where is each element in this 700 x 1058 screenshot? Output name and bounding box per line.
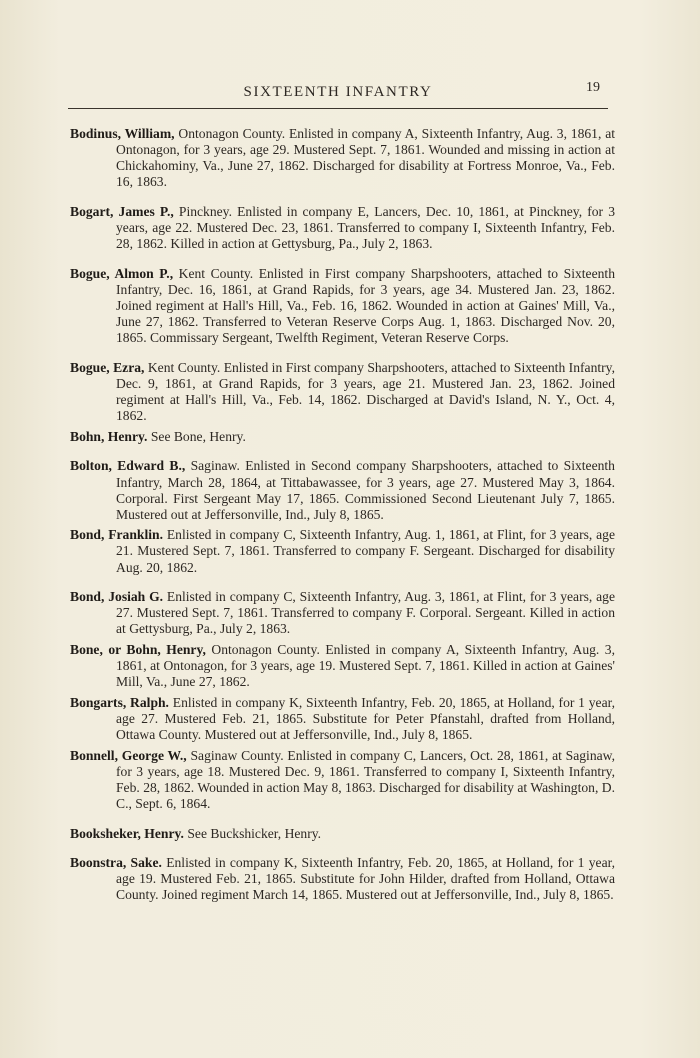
- roster-entry: [70, 527, 615, 575]
- entry-text: Kent County. Enlisted in First company Sharpshooters, attached to Sixteenth Infantry, Dec. 16, 1861, at Grand Rapids, for 3 years, age 34. Mustered Jan. 23, 1862. Joined regiment at Hall's Hill, Va., Feb. 16, 1862. Wounded in action at Gaines' Mill, Va., June 27, 1862. Transferred to Veteran Reserve Corps Aug. 1, 1863. Discharged Nov. 20, 1865. Commissary Sergeant, Twelfth Regiment, Veteran Reserve Corps.: [116, 265, 615, 346]
- entry-name: Bond, Franklin.: [70, 527, 163, 543]
- entry-text: Pinckney. Enlisted in company E, Lancers, Dec. 10, 1861, at Pinckney, for 3 years, age 22. Mustered Dec. 23, 1861. Transferred to company I, Sixteenth Infantry, Feb. 28, 1862. Killed in action at Gettysburg, Pa., July 2, 1863.: [116, 203, 615, 252]
- roster-entry: [70, 748, 615, 812]
- entry-text: Enlisted in company C, Sixteenth Infantry, Aug. 1, 1861, at Flint, for 3 years, age 21. Mustered Sept. 7, 1861. Transferred to company F. Sergeant. Discharged for disability Aug. 20, 1862.: [116, 527, 615, 575]
- entry-text: Ontonagon County. Enlisted in company A, Sixteenth Infantry, Aug. 3, 1861, at Ontonagon, for 3 years, age 29. Mustered Sept. 7, 1861. Wounded and missing in action at Chickahominy, Va., June 27, 1862. Discharged for disability at Fortress Monroe, Va., Feb. 16, 1863.: [116, 126, 616, 190]
- roster-entry: [70, 204, 615, 252]
- entry-text: Saginaw. Enlisted in Second company Sharpshooters, attached to Sixteenth Infantry, March 28, 1864, at Tittabawassee, for 3 years, age 27. Mustered May 3, 1864. Corporal. First Sergeant May 17, 1865. Commissioned Second Lieutenant July 7, 1865. Mustered out at Jeffersonville, Ind., July 8, 1865.: [116, 458, 615, 522]
- entry-text: Ontonagon County. Enlisted in company A, Sixteenth Infantry, Aug. 3, 1861, at Ontonagon, for 3 years, age 19. Mustered Sept. 7, 1861. Killed in action at Gaines' Mill, Va., June 27, 1862.: [116, 642, 616, 690]
- running-title: SIXTEENTH INFANTRY: [243, 84, 433, 100]
- entry-text: Saginaw County. Enlisted in company C, Lancers, Oct. 28, 1861, at Saginaw, for 3 years, age 18. Mustered Dec. 9, 1861. Transferred to company I, Sixteenth Infantry, Feb. 28, 1862. Wounded in action May 8, 1863. Discharged for disability at Washington, D. C., Sept. 6, 1864.: [116, 747, 615, 811]
- entry-name: Bogue, Ezra,: [70, 359, 145, 375]
- entry-name: Bolton, Edward B.,: [70, 458, 186, 474]
- roster-entry: [70, 855, 615, 903]
- entry-name: Bone, or Bohn, Henry,: [70, 642, 206, 657]
- roster-entry: [70, 360, 615, 424]
- roster-entry: [70, 266, 615, 346]
- entry-name: Bohn, Henry.: [70, 428, 148, 444]
- page-number: 19: [586, 80, 600, 95]
- roster-entry: [70, 589, 615, 637]
- roster-entry: [70, 126, 615, 190]
- roster-entry: [70, 642, 615, 690]
- roster-entry: [70, 826, 615, 842]
- entry-text: Enlisted in company K, Sixteenth Infantry, Feb. 20, 1865, at Holland, for 1 year, age 19. Mustered Feb. 21, 1865. Substitute for John Hilder, drafted from Holland, Ottawa County. Joined regiment March 14, 1865. Mustered out at Jeffersonville, Ind., July 8, 1865.: [116, 855, 615, 903]
- entry-text: Enlisted in company C, Sixteenth Infantry, Aug. 3, 1861, at Flint, for 3 years, age 27. Mustered Sept. 7, 1861. Transferred to company F. Corporal. Sergeant. Killed in action at Gettysburg, Pa., July 2, 1863.: [116, 589, 615, 637]
- entry-name: Booksheker, Henry.: [70, 825, 184, 841]
- entry-name: Bogart, James P.,: [70, 203, 174, 219]
- entry-text: Enlisted in company K, Sixteenth Infantry, Feb. 20, 1865, at Holland, for 1 year, age 27. Mustered Feb. 21, 1865. Substitute for Peter Pfanstahl, drafted from Holland, Ottawa County. Mustered out at Jeffersonville, Ind., July 8, 1865.: [116, 694, 616, 742]
- entry-name: Bodinus, William,: [70, 126, 175, 141]
- entry-name: Bogue, Almon P.,: [70, 265, 174, 281]
- entry-name: Bond, Josiah G.: [70, 589, 164, 605]
- roster-entry: [70, 429, 615, 445]
- roster-entry: [70, 695, 615, 743]
- entry-text: See Bone, Henry.: [150, 428, 246, 444]
- roster-entry: [70, 458, 615, 522]
- entry-name: Boonstra, Sake.: [70, 855, 162, 871]
- page-header: [68, 80, 608, 109]
- entry-text: See Buckshicker, Henry.: [187, 825, 322, 841]
- entry-name: Bonnell, George W.,: [70, 747, 187, 763]
- roster-entries: [70, 126, 615, 907]
- entry-name: Bongarts, Ralph.: [70, 694, 169, 710]
- entry-text: Kent County. Enlisted in First company Sharpshooters, attached to Sixteenth Infantry, Dec. 9, 1861, at Grand Rapids, for 3 years, age 21. Mustered Jan. 23, 1862. Joined regiment at Hall's Hill, Va., Feb. 14, 1862. Discharged at David's Island, N. Y., Oct. 4, 1862.: [116, 359, 615, 424]
